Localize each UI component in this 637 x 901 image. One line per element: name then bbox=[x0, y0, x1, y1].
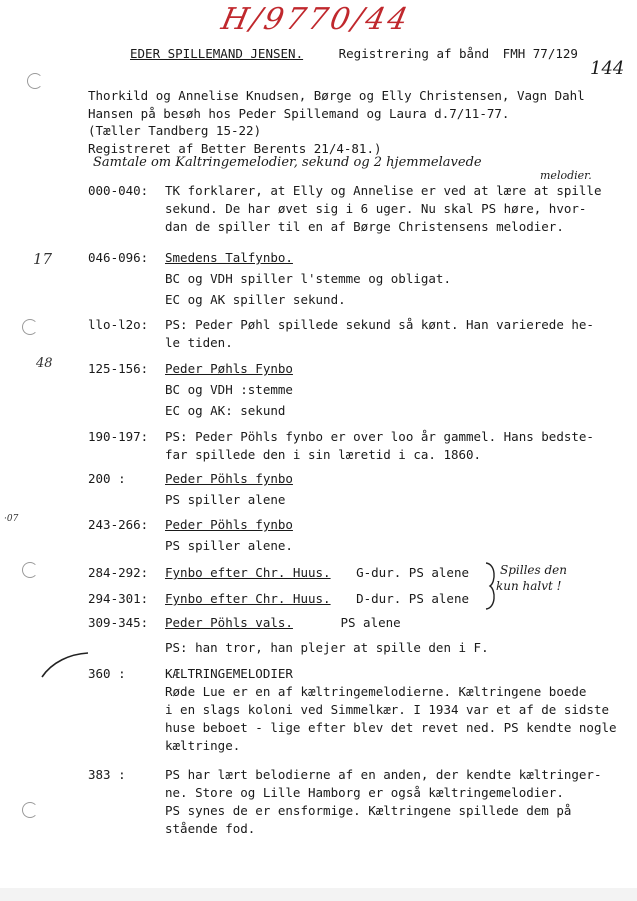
key-note: G-dur. PS alene bbox=[356, 565, 469, 580]
tune-title: Peder Pöhls vals. bbox=[165, 615, 293, 630]
counter-code: 294-301: bbox=[88, 591, 149, 606]
header-code: FMH 77/129 bbox=[502, 46, 578, 61]
entry-text: kæltringe. bbox=[165, 738, 241, 753]
entry-text: dan de spiller til en af Børge Christensens melodier. bbox=[165, 219, 564, 234]
entry-text: BC og VDH spiller l'stemme og obligat. bbox=[165, 271, 451, 286]
entry-text: stående fod. bbox=[165, 821, 256, 836]
entry-text: i en slags koloni ved Simmelkær. I 1934 var et af de sidste bbox=[165, 702, 610, 717]
header-title: EDER SPILLEMAND JENSEN. bbox=[130, 46, 304, 61]
punch-hole-mark bbox=[22, 802, 38, 818]
entry-text: huse beboet - lige efter blev det revet ned. PS kendte nogle bbox=[165, 720, 617, 735]
entry-text: ne. Store og Lille Hamborg er også kæltringemelodier. bbox=[165, 785, 564, 800]
counter-code: 360 : bbox=[88, 666, 126, 681]
section-heading: KÆLTRINGEMELODIER bbox=[165, 666, 293, 681]
tune-title: Peder Pöhls fynbo bbox=[165, 517, 293, 532]
page-bottom-edge bbox=[0, 888, 637, 901]
entry-text: TK forklarer, at Elly og Annelise er ved at lære at spille bbox=[165, 183, 602, 198]
margin-note: ·07 bbox=[4, 514, 19, 524]
entry-text: PS har lært belodierne af en anden, der kendte kæltringer- bbox=[165, 767, 602, 782]
counter-code: llo-l2o: bbox=[88, 317, 149, 332]
entry-text: EC og AK spiller sekund. bbox=[165, 292, 346, 307]
counter-code: 309-345: bbox=[88, 615, 149, 630]
intro-block bbox=[88, 87, 585, 157]
document-header bbox=[130, 46, 578, 61]
archive-number: H/9770/44 bbox=[218, 2, 414, 37]
counter-code: 200 : bbox=[88, 471, 126, 486]
counter-code: 125-156: bbox=[88, 361, 149, 376]
entry-text: PS synes de er ensformige. Kæltringene spillede dem på bbox=[165, 803, 572, 818]
tune-title: Fynbo efter Chr. Huus. bbox=[165, 565, 331, 580]
entry-text: sekund. De har øvet sig i 6 uger. Nu skal PS høre, hvor- bbox=[165, 201, 587, 216]
entry-text: Røde Lue er en af kæltringemelodierne. Kæltringene boede bbox=[165, 684, 587, 699]
punch-hole-mark bbox=[27, 73, 43, 89]
handwritten-note bbox=[496, 562, 568, 594]
intro-line: (Tæller Tandberg 15-22) bbox=[88, 123, 262, 138]
entry-text: PS spiller alene bbox=[165, 492, 286, 507]
entry-text: EC og AK: sekund bbox=[165, 403, 286, 418]
counter-code: 190-197: bbox=[88, 429, 149, 444]
punch-hole-mark bbox=[22, 319, 38, 335]
entry-text: PS: Peder Pøhl spillede sekund så kønt. Han varierede he- bbox=[165, 317, 594, 332]
counter-code: 000-040: bbox=[88, 183, 149, 198]
entry-text: PS spiller alene. bbox=[165, 538, 293, 553]
margin-note: 17 bbox=[33, 250, 53, 268]
tune-title: Smedens Talfynbo. bbox=[165, 250, 293, 265]
entry-text: le tiden. bbox=[165, 335, 233, 350]
intro-line: Registreret af Better Berents 21/4-81.) bbox=[88, 140, 382, 156]
header-folio: 144 bbox=[590, 58, 625, 79]
counter-code: 284-292: bbox=[88, 565, 149, 580]
handwritten-subtitle-cont: melodier. bbox=[540, 169, 592, 182]
punch-hole-mark bbox=[22, 562, 38, 578]
tune-title: Fynbo efter Chr. Huus. bbox=[165, 591, 331, 606]
key-note: D-dur. PS alene bbox=[356, 591, 469, 606]
intro-line: Hansen på besøh hos Peder Spillemand og Laura d.7/11-77. bbox=[88, 105, 510, 121]
key-note: PS alene bbox=[340, 615, 401, 630]
tune-title: Peder Pöhls fynbo bbox=[165, 471, 293, 486]
header-registration: Registrering af bånd bbox=[338, 46, 490, 61]
margin-note: 48 bbox=[36, 356, 53, 371]
entry-text: far spillede den i sin læretid i ca. 1860. bbox=[165, 447, 482, 462]
counter-code: 243-266: bbox=[88, 517, 149, 532]
entry-text: PS: han tror, han plejer at spille den i F. bbox=[165, 640, 489, 655]
entry-text: BC og VDH :stemme bbox=[165, 382, 293, 397]
handwritten-subtitle: Samtale om Kaltringemelodier, sekund og 2 hjemmelavede bbox=[93, 155, 482, 170]
handwritten-note-line: kun halvt ! bbox=[496, 579, 562, 593]
entry-text: PS: Peder Pöhls fynbo er over loo år gammel. Hans bedste- bbox=[165, 429, 594, 444]
counter-code: 046-096: bbox=[88, 250, 149, 265]
counter-code: 383 : bbox=[88, 767, 126, 782]
margin-stroke bbox=[40, 650, 90, 680]
handwritten-note-line: Spilles den bbox=[500, 563, 568, 577]
intro-line: Thorkild og Annelise Knudsen, Børge og Elly Christensen, Vagn Dahl bbox=[88, 88, 585, 103]
tune-title: Peder Pøhls Fynbo bbox=[165, 361, 293, 376]
